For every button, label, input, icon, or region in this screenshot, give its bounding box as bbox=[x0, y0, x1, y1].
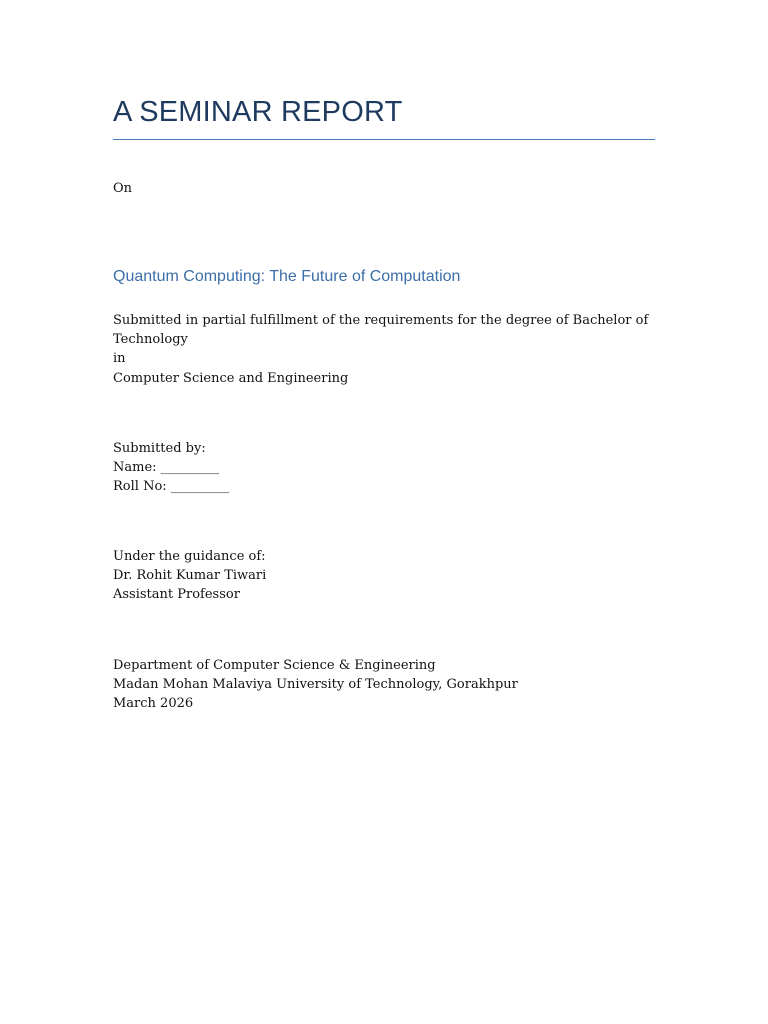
report-date: March 2026 bbox=[113, 696, 194, 712]
on-label-block bbox=[113, 179, 132, 198]
fulfillment-line-3: in bbox=[113, 351, 126, 367]
submitted-by-block bbox=[113, 439, 229, 497]
university-name: Madan Mohan Malaviya University of Technology, Gorakhpur bbox=[113, 677, 518, 693]
fulfillment-line-4: Computer Science and Engineering bbox=[113, 370, 349, 386]
fulfillment-line-2: Technology bbox=[113, 332, 188, 348]
submitted-by-heading: Submitted by: bbox=[113, 441, 206, 456]
guidance-heading: Under the guidance of: bbox=[113, 549, 266, 564]
guide-name: Dr. Rohit Kumar Tiwari bbox=[113, 568, 267, 584]
title-underline bbox=[113, 139, 655, 140]
institution-block bbox=[113, 656, 518, 714]
guide-title: Assistant Professor bbox=[113, 587, 240, 603]
report-title: A SEMINAR REPORT bbox=[113, 96, 403, 128]
report-subtitle: Quantum Computing: The Future of Computation bbox=[113, 268, 461, 285]
fulfillment-statement bbox=[113, 311, 648, 388]
on-label: On bbox=[113, 181, 133, 196]
fulfillment-line-1: Submitted in partial fulfillment of the requirements for the degree of Bachelor of bbox=[113, 313, 649, 328]
student-name-field: Name: _________ bbox=[113, 460, 220, 476]
guidance-block bbox=[113, 547, 266, 605]
roll-number-field: Roll No: _________ bbox=[113, 479, 230, 495]
department-name: Department of Computer Science & Engineering bbox=[113, 658, 436, 673]
